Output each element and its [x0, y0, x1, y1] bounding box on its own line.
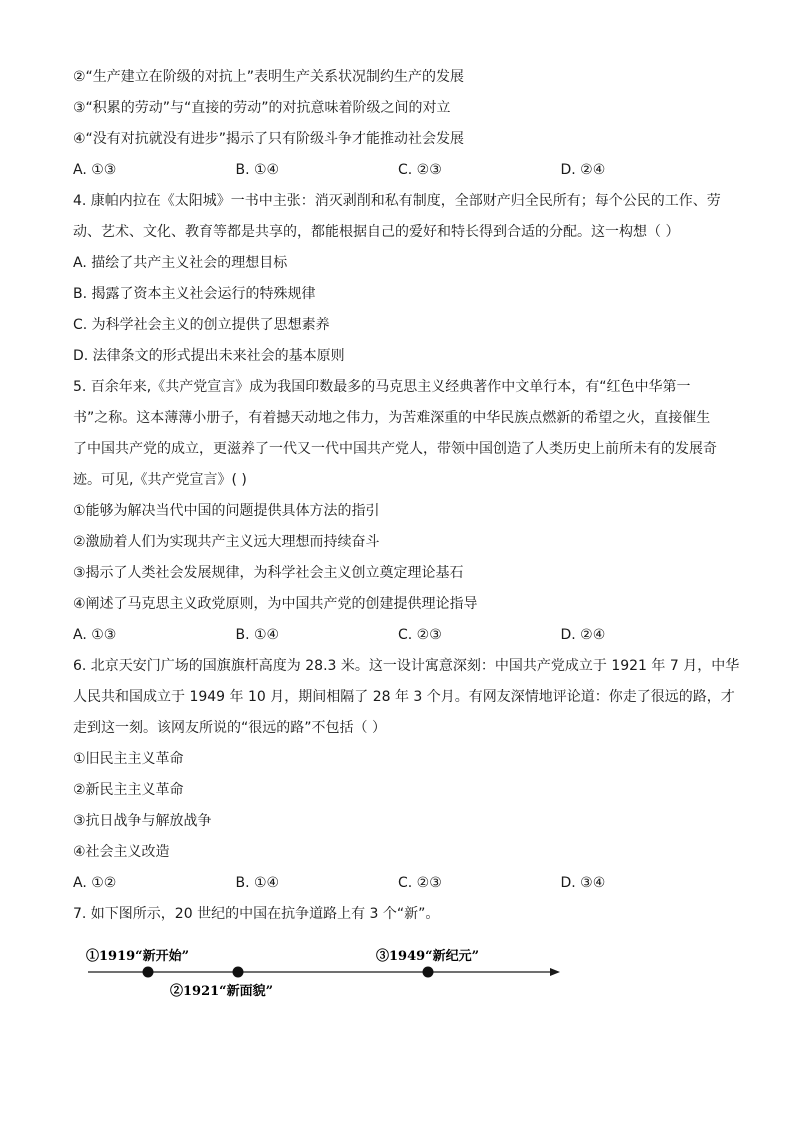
q5-option-b: B. ①④: [235, 627, 280, 643]
q6-option-a: A. ①②: [73, 875, 117, 891]
timeline-point-1919: [143, 967, 154, 978]
q6-options: [73, 868, 723, 899]
q3-item-3: ③“积累的劳动”与“直接的劳动”的对抗意味着阶级之间的对立: [73, 100, 451, 116]
q5-stem-line-2: 书”之称。这本薄薄小册子，有着撼天动地之伟力，为苦难深重的中华民族点燃新的希望之火，直接催生: [73, 410, 711, 426]
q5-stem-line-4: 迹。可见,《共产党宣言》( ): [73, 472, 247, 488]
q6-item-3: ③抗日战争与解放战争: [73, 813, 212, 829]
q6-item-4: ④社会主义改造: [73, 844, 170, 860]
q5-option-a: A. ①③: [73, 627, 117, 643]
timeline-point-1921: [233, 967, 244, 978]
q5-item-2: ②激励着人们为实现共产主义远大理想而持续奋斗: [73, 534, 380, 550]
timeline-label-1919: ①1919“新开始”: [86, 949, 190, 964]
q4-stem-line-2: 动、艺术、文化、教育等都是共享的，都能根据自己的爱好和特长得到合适的分配。这一构想（ ）: [73, 224, 680, 240]
q6-stem-line-1: 6. 北京天安门广场的国旗旗杆高度为 28.3 米。这一设计寓意深刻：中国共产党成立于 1921 年 7 月，中华: [73, 658, 740, 674]
q6-option-c: C. ②③: [398, 875, 442, 891]
q3-item-4: ④“没有对抗就没有进步”揭示了只有阶级斗争才能推动社会发展: [73, 131, 465, 147]
timeline-arrow-head: [550, 968, 560, 976]
timeline-label-1949: ③1949“新纪元”: [376, 949, 480, 964]
q7-stem: 7. 如下图所示，20 世纪的中国在抗争道路上有 3 个“新”。: [73, 906, 440, 922]
q5-item-3: ③揭示了人类社会发展规律，为科学社会主义创立奠定理论基石: [73, 565, 464, 581]
timeline-point-1949: [423, 967, 434, 978]
q6-option-d: D. ③④: [560, 875, 606, 891]
q4-option-a: A. 描绘了共产主义社会的理想目标: [73, 255, 288, 271]
q6-item-1: ①旧民主主义革命: [73, 751, 184, 767]
q3-option-a: A. ①③: [73, 162, 117, 178]
q6-stem-line-2: 人民共和国成立于 1949 年 10 月，期间相隔了 28 年 3 个月。有网友深情地评论道：你走了很远的路，才: [73, 689, 735, 705]
q5-options: [73, 620, 723, 651]
q5-option-c: C. ②③: [398, 627, 442, 643]
q4-option-c: C. 为科学社会主义的创立提供了思想素养: [73, 317, 330, 333]
timeline-label-1921: ②1921“新面貌”: [170, 984, 274, 999]
q4-stem-line-1: 4. 康帕内拉在《太阳城》一书中主张：消灭剥削和私有制度，全部财产归全民所有；每个公民的工作、劳: [73, 193, 721, 209]
q3-item-2: ②“生产建立在阶级的对抗上”表明生产关系状况制约生产的发展: [73, 69, 465, 85]
q4-option-d: D. 法律条文的形式提出未来社会的基本原则: [73, 348, 345, 364]
q5-option-d: D. ②④: [560, 627, 606, 643]
q6-option-b: B. ①④: [235, 875, 280, 891]
q3-options: [73, 155, 723, 186]
q4-option-b: B. 揭露了资本主义社会运行的特殊规律: [73, 286, 316, 302]
q5-item-4: ④阐述了马克思主义政党原则，为中国共产党的创建提供理论指导: [73, 596, 478, 612]
q5-stem-line-3: 了中国共产党的成立，更滋养了一代又一代中国共产党人，带领中国创造了人类历史上前所未有的发展奇: [73, 441, 717, 457]
q6-stem-line-3: 走到这一刻。该网友所说的“很远的路”不包括（ ）: [73, 720, 386, 736]
q5-stem-line-1: 5. 百余年来,《共产党宣言》成为我国印数最多的马克思主义经典著作中文单行本，有“红色中华第一: [73, 379, 691, 395]
q5-item-1: ①能够为解决当代中国的问题提供具体方法的指引: [73, 503, 380, 519]
exam-page: [73, 62, 740, 930]
q3-option-c: C. ②③: [398, 162, 442, 178]
q3-option-b: B. ①④: [235, 162, 280, 178]
q3-option-d: D. ②④: [560, 162, 606, 178]
q6-item-2: ②新民主主义革命: [73, 782, 184, 798]
